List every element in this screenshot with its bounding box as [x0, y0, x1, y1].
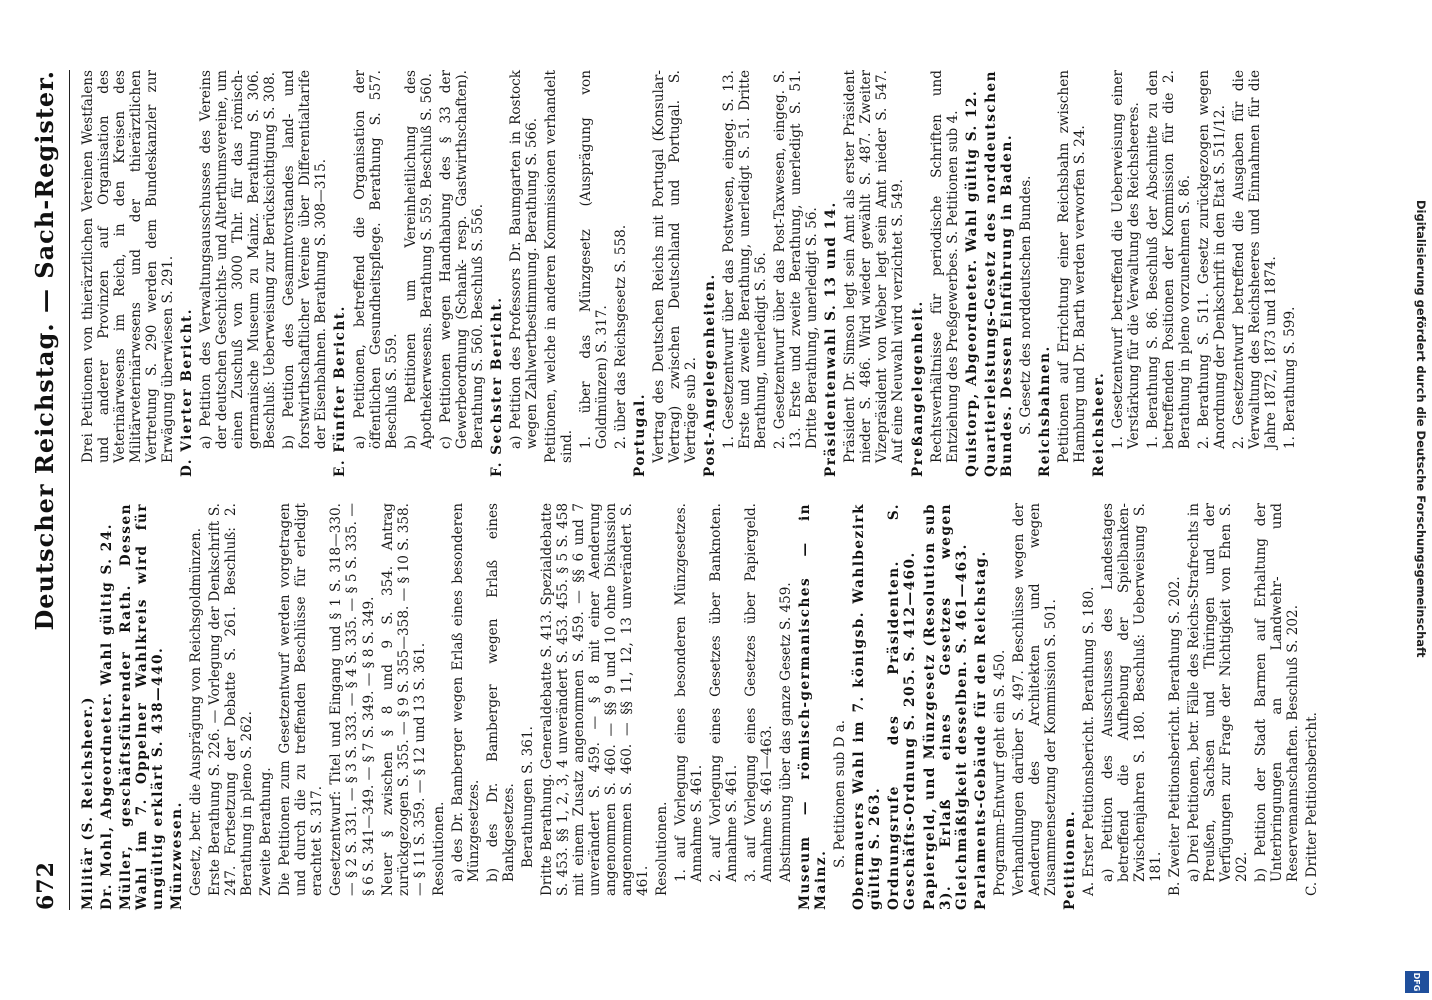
index-entry-text: b) Petitionen um Vereinheitlichung des Apothekerwesens. Berathung S. 559. Beschluß S. 560. [402, 70, 435, 449]
digitization-footer [1402, 0, 1430, 1000]
index-entry-heading: F. Sechster Bericht. [488, 296, 505, 477]
index-entry-heading: Petitionen. [1061, 809, 1078, 910]
index-entry-text: b) des Dr. Bamberger wegen Erlaß eines Bankgesetzes. [484, 503, 517, 882]
index-entry-text: 1. Berathung S. 599. [1282, 306, 1299, 449]
index-entry-heading: Post-Angelegenheiten. [702, 273, 719, 477]
page-number: 672 [33, 861, 59, 910]
index-entry-heading: Preßangelegenheit. [909, 300, 926, 477]
index-entry-heading: Müller, geschäftsführender Rath. Dessen Wahl im 7. Oppelner Wahlkreis wird für ungültig erklärt S. 438—440. [118, 503, 167, 910]
index-entry-text: a) Petition des Verwaltungsausschusses des Vereins der deutschen Geschichts- und Alterthumsvereine, um einen Zuschuß von 3000 Thlr. für das römisch-germanische Museum zu Mainz. Berathung S. 306. Beschluß: Ueberweisung zur Berücksichtigung S. 308. [198, 70, 279, 449]
index-entry-heading: Ordnungsrufe des Präsidenten. S. Geschäfts-Ordnung S. 205. S. 412—460. [886, 503, 919, 910]
index-entry-text: 2. Berathung S. 511. Gesetz zurückgezogen wegen Anordnung der Denkschrift in den Etat S. 511/12. [1196, 70, 1229, 449]
index-entry-text: Verhandlungen darüber S. 497. Beschlüsse wegen der Aenderung des Architekten und wegen Zusammensetzung der Kommission S. 501. [1010, 503, 1059, 896]
index-entry-text: a) Drei Petitionen, betr. Fälle des Reichs-Strafrechts in Preußen, Sachsen und Thüringen und der Verfügungen zur Frage der Nichtigkeit von Ehen S. 202. [1185, 503, 1251, 882]
index-entry-text: a) Petition des Ausschusses des Landestages betreffend die Aufhebung der Spielbanken-Zwischenjahren S. 180. Beschluß: Ueberweisung S. 181. [1099, 503, 1164, 882]
index-entry-heading: Münzwesen. [169, 801, 186, 910]
index-entry-text: 1. über das Münzgesetz (Ausprägung von Goldmünzen) S. 317. [577, 70, 610, 449]
left-column [80, 503, 1323, 910]
index-entry-text: Programm-Entwurf geht ein S. 450. [991, 649, 1008, 896]
index-entry-text: b) Petition des Gesammtvorstandes land- und forstwirthschaftlicher Vereine über Differentialtarife der Eisenbahnen. Berathung S. 308—315. [281, 70, 330, 449]
index-entry-heading: Dr. Mohl, Abgeordneter. Wahl gültig S. 24. [99, 523, 116, 910]
index-entry-text: S. Petitionen sub D a. [832, 719, 849, 868]
index-entry-heading: Reichsheer. [1090, 371, 1107, 477]
page-header [30, 70, 59, 910]
index-entry-text: Gesetz, betr. die Ausprägung von Reichsgoldmünzen. [188, 527, 205, 896]
index-entry-text: Erste Berathung S. 226. — Vorlegung der Denkschrift S. 247. Fortsetzung der Debatte S. 261. Beschluß: 2. Berathung in pleno S. 262. [207, 503, 256, 896]
index-entry-text: Petitionen auf Errichtung einer Reichsbahn zwischen Hamburg und Dr. Barth werden verworfen S. 24. [1055, 70, 1088, 463]
index-entry-heading: D. Vierter Bericht. [179, 307, 196, 477]
index-entry-heading: Obermauers Wahl im 7. königsb. Wahlbezirk gültig S. 263. [851, 503, 884, 910]
index-entry-text: A. Erster Petitionsbericht. Berathung S. 180. [1080, 586, 1097, 896]
index-entry-text: 2. über das Reichsgesetz S. 558. [612, 224, 629, 449]
text-columns [80, 70, 1323, 910]
index-entry-text: Gesetzentwurf: Titel und Eingang und § 1 S. 318—330. — § 2 S. 331. — § 3 S. 333. — § 4 S. 335. — § 5 S. 335. — § 6 S. 341—349. — § 7 S. 349. — § 8 S. 349. [328, 503, 377, 896]
index-entry-text: 2. Gesetzentwurf über das Post-Taxwesen, eingeg. S. 13. Erste und zweite Berathung, unerledigt S. 51. Dritte Berathung, unerledigt S. 56. [772, 70, 821, 449]
index-entry-text: b) Petition der Stadt Barmen auf Erhaltung der Unterbringungen an Landwehr- und Reservemannschaften. Beschluß S. 202. [1253, 503, 1302, 882]
dfg-logo: DFG [1405, 971, 1429, 993]
index-entry-text: Rechtsverhältnisse für periodische Schriften und Entziehung des Preßgewerbes. S. Petitionen sub 4. [928, 70, 961, 463]
index-entry-text: S. Gesetz des norddeutschen Bundes. [1017, 175, 1034, 435]
index-entry-text: Resolutionen. [654, 801, 671, 896]
index-entry-text: 2. auf Vorlegung eines Gesetzes über Banknoten. Annahme S. 461. [708, 503, 741, 882]
index-entry-heading: Portugal. [632, 393, 648, 477]
index-entry-text: Neuer § zwischen § 8 und 9 S. 354. Antrag zurückgezogen S. 355. — § 9 S. 355—358. — § 10 S. 358. — § 11 S. 359. — § 12 und 13 S. 361. [379, 503, 428, 896]
header-rule [69, 70, 70, 910]
index-entry-text: Die Petitionen zum Gesetzentwurf werden vorgetragen und durch die zu treffenden Beschlüsse für erledigt erachtet S. 317. [277, 503, 326, 896]
index-entry-text: Drei Petitionen von thierärztlichen Vereinen Westfalens und anderer Provinzen auf Organisation des Veterinärwesens im Reich, in den Kreisen des Militärveterinärwesens und der thierärztlichen Vertretung S. 290 werden dem Bundeskanzler zur Erwägung überwiesen S. 291. [80, 70, 177, 463]
index-entry-text: B. Zweiter Petitionsbericht. Berathung S. 202. [1166, 576, 1183, 896]
index-entry-text: Petitionen, welche in anderen Kommissionen verhandelt sind. [542, 70, 575, 463]
index-entry-heading: Parlaments-Gebäude für den Reichstag. [972, 550, 989, 910]
index-entry-text: c) Petitionen wegen Handhabung des § 33 der Gewerbeordnung (Schank- resp. Gastwirthschaften). Berathung S. 560. Beschluß S. 556. [437, 70, 486, 449]
index-entry-heading: Militär (S. Reichsheer.) [80, 696, 96, 910]
index-entry-text: Resolutionen. [430, 801, 447, 896]
index-entry-text: 1. Berathung S. 86. Beschluß der Abschnitte zu den betreffenden Positionen der Kommission für die 2. Berathung in pleno vorzunehmen S. 86. [1144, 70, 1193, 449]
index-entry-text: C. Dritter Petitionsbericht. [1304, 712, 1321, 896]
index-entry-text: a) Petition des Professors Dr. Baumgarten in Rostock wegen Zahlwertbestimmung. Berathung S. 566. [507, 70, 540, 449]
index-entry-text: a) des Dr. Bamberger wegen Erlaß eines besonderen Münzgesetzes. [449, 503, 482, 882]
rotated-page [0, 30, 1400, 970]
running-title: Deutscher Reichstag. — Sach-Register. [30, 70, 59, 631]
index-entry-text: Präsident Dr. Simson legt sein Amt als erster Präsident nieder S. 486. Wird wieder gewählt S. 487. Zweiter Vizepräsident von Weber legt sein Amt nieder S. 547. Auf eine Neuwahl wird verzichtet S. 549. [842, 70, 907, 463]
index-entry-text: Zweite Berathung. [258, 767, 275, 896]
index-entry-text: Vertrag des Deutschen Reichs mit Portugal (Konsular-Vertrag) zwischen Deutschland und Portugal. S. Verträge sub 2. [651, 70, 700, 463]
index-entry-text: Berathungen S. 361. [519, 726, 536, 868]
index-entry-heading: Präsidentenwahl S. 13 und 14. [823, 201, 840, 477]
index-entry-text: 2. Gesetzentwurf betreffend die Ausgaben für die Verwaltung des Reichsheeres und Einnahmen für die Jahre 1872, 1873 und 1874. [1231, 70, 1280, 449]
index-entry-text: 1. auf Vorlegung eines besonderen Münzgesetzes. Annahme S. 461. [673, 503, 706, 882]
index-entry-heading: Museum — römisch-germanisches — in Mainz. [797, 503, 830, 910]
index-entry-text: Dritte Berathung. Generaldebatte S. 413. Spezialdebatte S. 453. §§ 1, 2, 3, 4 unverändert S. 453. 455. § 5 S. 458 mit einem Zusatz angenommen S. 459. — §§ 6 und 7 unverändert S. 459. — § 8 mit einer Aenderung angenommen S. 460. — §§ 9 und 10 ohne Diskussion angenommen S. 460. — §§ 11, 12, 13 unverändert S. 461. [538, 503, 651, 896]
index-entry-text: 1. Gesetzentwurf über das Postwesen, eingeg. S. 13. Erste und zweite Berathung, unerledigt S. 51. Dritte Berathung, unerledigt S. 56. [721, 70, 770, 449]
index-entry-text: 1. Gesetzentwurf betreffend die Ueberweisung einer Verstärkung für die Verwaltung des Reichsheeres. [1109, 70, 1142, 449]
funding-credit: Digitalisierung gefördert durch die Deutsche Forschungsgemeinschaft [1414, 200, 1428, 658]
index-entry-heading: Papiergeld, und Münzgesetz (Resolution sub 3). Erlaß eines Gesetzes wegen Gleichmäßigkeit desselben. S. 461—463. [921, 503, 970, 910]
right-column [80, 70, 1323, 477]
index-entry-heading: Reichsbahnen. [1036, 345, 1053, 477]
index-entry-text: Abstimmung über das ganze Gesetz S. 459. [778, 582, 795, 882]
index-entry-text: a) Petitionen, betreffend die Organisation der öffentlichen Gesundheitspflege. Berathung S. 557. Beschluß S. 559. [351, 70, 400, 449]
index-entry-text: 3. auf Vorlegung eines Gesetzes über Papiergeld. Annahme S. 461—463. [743, 503, 776, 882]
index-entry-heading: E. Fünfter Bericht. [332, 305, 349, 477]
index-entry-heading: Quistorp, Abgeordneter. Wahl gültig S. 12. [963, 89, 980, 477]
index-entry-heading: Quartierleistungs-Gesetz des norddeutschen Bundes. Dessen Einführung in Baden. [982, 70, 1015, 477]
